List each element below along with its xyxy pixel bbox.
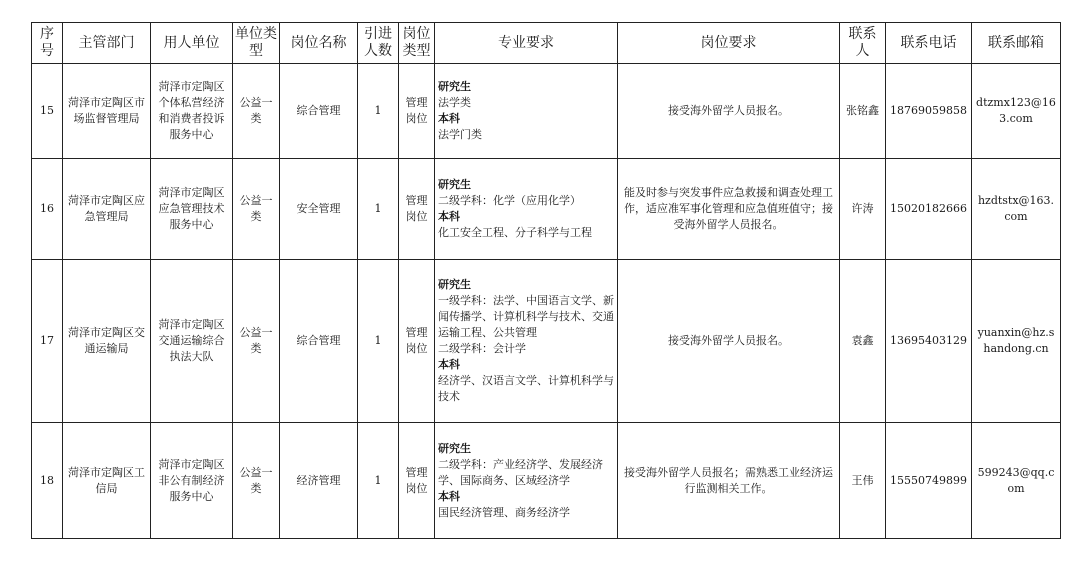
cell-post-name: 安全管理 bbox=[280, 159, 358, 260]
major-graduate-text: 一级学科：法学、中国语言文学、新闻传播学、计算机科学与技术、交通运输工程、公共管理 bbox=[438, 294, 614, 339]
major-undergrad-heading: 本科 bbox=[438, 489, 460, 503]
cell-post-type: 管理岗位 bbox=[399, 423, 435, 539]
cell-unit-type: 公益一类 bbox=[233, 159, 280, 260]
header-post-name: 岗位名称 bbox=[280, 23, 358, 64]
header-post-req: 岗位要求 bbox=[618, 23, 840, 64]
major-graduate-text-2: 二级学科：会计学 bbox=[438, 342, 526, 355]
header-count: 引进人数 bbox=[358, 23, 399, 64]
cell-contact: 张铭鑫 bbox=[840, 64, 886, 159]
cell-email: dtzmx123@163.com bbox=[972, 64, 1061, 159]
header-dept: 主管部门 bbox=[63, 23, 151, 64]
cell-post-type: 管理岗位 bbox=[399, 64, 435, 159]
major-undergrad-heading: 本科 bbox=[438, 358, 460, 371]
cell-phone: 15550749899 bbox=[886, 423, 972, 539]
major-graduate-heading: 研究生 bbox=[438, 441, 471, 455]
header-phone: 联系电话 bbox=[886, 23, 972, 64]
cell-post-name: 综合管理 bbox=[280, 260, 358, 423]
cell-post-name: 综合管理 bbox=[280, 64, 358, 159]
major-graduate-heading: 研究生 bbox=[438, 178, 471, 191]
table-header-row bbox=[32, 23, 1061, 64]
cell-contact: 许涛 bbox=[840, 159, 886, 260]
header-contact: 联系人 bbox=[840, 23, 886, 64]
major-undergrad-heading: 本科 bbox=[438, 112, 460, 125]
cell-major bbox=[435, 159, 618, 260]
cell-count: 1 bbox=[358, 64, 399, 159]
major-graduate-text: 二级学科：化学（应用化学） bbox=[438, 194, 581, 207]
cell-dept: 菏泽市定陶区市场监督管理局 bbox=[63, 64, 151, 159]
header-seq: 序号 bbox=[32, 23, 63, 64]
major-requirements bbox=[438, 177, 614, 241]
cell-post-type: 管理岗位 bbox=[399, 159, 435, 260]
header-post-type: 岗位类型 bbox=[399, 23, 435, 64]
table-row bbox=[32, 260, 1061, 423]
header-unit: 用人单位 bbox=[151, 23, 233, 64]
cell-major bbox=[435, 64, 618, 159]
cell-unit-type: 公益一类 bbox=[233, 260, 280, 423]
recruitment-table bbox=[31, 22, 1061, 539]
major-graduate-heading: 研究生 bbox=[438, 278, 471, 291]
major-graduate-heading: 研究生 bbox=[438, 80, 471, 93]
cell-unit: 菏泽市定陶区个体私营经济和消费者投诉服务中心 bbox=[151, 64, 233, 159]
cell-seq: 16 bbox=[32, 159, 63, 260]
cell-post-req: 接受海外留学人员报名；需熟悉工业经济运行监测相关工作。 bbox=[618, 423, 840, 539]
cell-dept: 菏泽市定陶区应急管理局 bbox=[63, 159, 151, 260]
major-requirements bbox=[438, 79, 614, 143]
major-requirements bbox=[438, 441, 614, 521]
major-undergrad-text: 国民经济管理、商务经济学 bbox=[438, 505, 570, 519]
cell-count: 1 bbox=[358, 159, 399, 260]
header-major: 专业要求 bbox=[435, 23, 618, 64]
header-email: 联系邮箱 bbox=[972, 23, 1061, 64]
table-row bbox=[32, 423, 1061, 539]
major-undergrad-text: 化工安全工程、分子科学与工程 bbox=[438, 226, 592, 239]
cell-email: hzdtstx@163.com bbox=[972, 159, 1061, 260]
major-graduate-text: 二级学科：产业经济学、发展经济学、国际商务、区域经济学 bbox=[438, 457, 603, 487]
cell-seq: 17 bbox=[32, 260, 63, 423]
cell-count: 1 bbox=[358, 260, 399, 423]
major-undergrad-heading: 本科 bbox=[438, 210, 460, 223]
major-graduate-text: 法学类 bbox=[438, 96, 471, 109]
cell-contact: 王伟 bbox=[840, 423, 886, 539]
cell-unit: 菏泽市定陶区应急管理技术服务中心 bbox=[151, 159, 233, 260]
cell-post-req: 接受海外留学人员报名。 bbox=[618, 260, 840, 423]
cell-major bbox=[435, 260, 618, 423]
cell-email: yuanxin@hz.shandong.cn bbox=[972, 260, 1061, 423]
header-unit-type: 单位类型 bbox=[233, 23, 280, 64]
cell-unit: 菏泽市定陶区交通运输综合执法大队 bbox=[151, 260, 233, 423]
major-undergrad-text: 经济学、汉语言文学、计算机科学与技术 bbox=[438, 374, 614, 403]
cell-post-type: 管理岗位 bbox=[399, 260, 435, 423]
major-requirements bbox=[438, 277, 614, 405]
cell-seq: 15 bbox=[32, 64, 63, 159]
cell-phone: 15020182666 bbox=[886, 159, 972, 260]
cell-phone: 13695403129 bbox=[886, 260, 972, 423]
cell-email: 599243@qq.com bbox=[972, 423, 1061, 539]
cell-major bbox=[435, 423, 618, 539]
table-row bbox=[32, 64, 1061, 159]
table-row bbox=[32, 159, 1061, 260]
cell-unit-type: 公益一类 bbox=[233, 423, 280, 539]
major-undergrad-text: 法学门类 bbox=[438, 128, 482, 141]
cell-post-req: 接受海外留学人员报名。 bbox=[618, 64, 840, 159]
cell-contact: 袁鑫 bbox=[840, 260, 886, 423]
cell-dept: 菏泽市定陶区交通运输局 bbox=[63, 260, 151, 423]
cell-dept: 菏泽市定陶区工信局 bbox=[63, 423, 151, 539]
cell-seq: 18 bbox=[32, 423, 63, 539]
cell-post-req: 能及时参与突发事件应急救援和调查处理工作，适应准军事化管理和应急值班值守；接受海外留学人员报名。 bbox=[618, 159, 840, 260]
cell-count: 1 bbox=[358, 423, 399, 539]
cell-phone: 18769059858 bbox=[886, 64, 972, 159]
cell-unit-type: 公益一类 bbox=[233, 64, 280, 159]
cell-post-name: 经济管理 bbox=[280, 423, 358, 539]
cell-unit: 菏泽市定陶区非公有制经济服务中心 bbox=[151, 423, 233, 539]
